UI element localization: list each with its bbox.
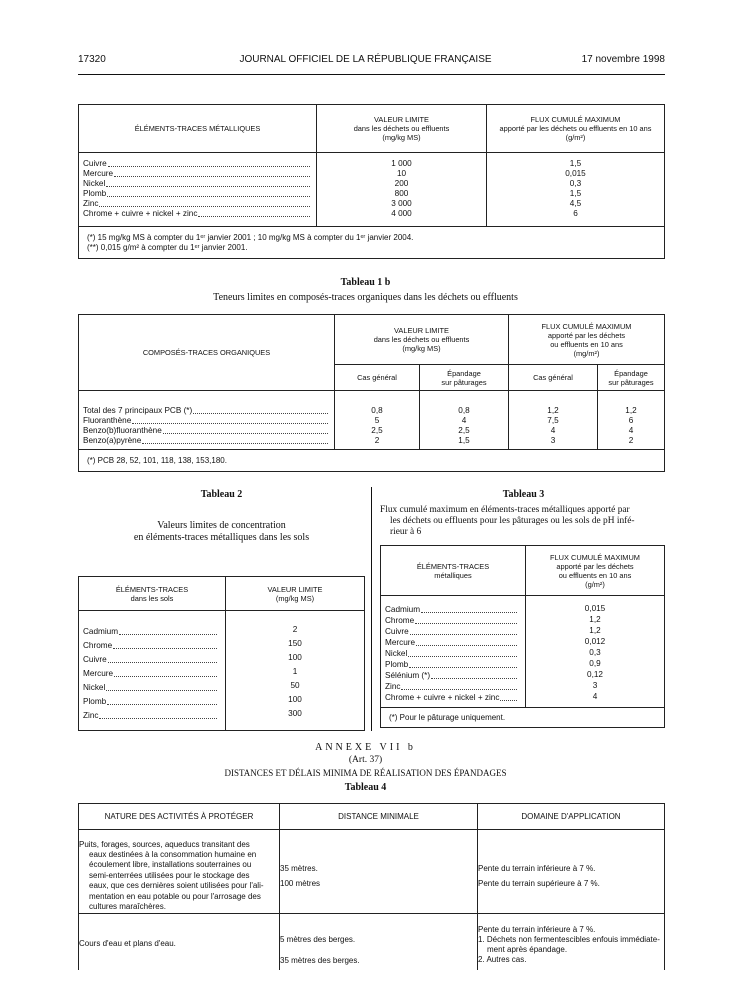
value: 1,2 bbox=[589, 615, 601, 624]
table-row: Zinc bbox=[83, 199, 312, 209]
value: 300 bbox=[288, 709, 302, 718]
text-line: Pente du terrain inférieure à 7 %. bbox=[478, 863, 596, 873]
tableau1b-subtitle: Teneurs limites en composés-traces organiques dans les déchets ou effluents bbox=[213, 292, 518, 303]
text-line: Cours d'eau et plans d'eau. bbox=[79, 938, 176, 948]
value: 7,5 bbox=[547, 416, 559, 425]
table-row: Nickel bbox=[385, 648, 519, 659]
tableau2-subtitle bbox=[78, 520, 365, 544]
publication-date: 17 novembre 1998 bbox=[581, 54, 665, 65]
t1b-note: (*) PCB 28, 52, 101, 118, 138, 153,180. bbox=[79, 450, 665, 472]
table-row: Zinc bbox=[83, 707, 219, 721]
footnote: (*) 15 mg/kg MS à compter du 1ᵉʳ janvier 2001 ; 10 mg/kg MS à compter du 1ᵉʳ janvier 2004. bbox=[87, 232, 414, 242]
annexe-subtitle: DISTANCES ET DÉLAIS MINIMA DE RÉALISATION DES ÉPANDAGES bbox=[224, 768, 507, 778]
header-line: ÉLÉMENTS-TRACES bbox=[115, 584, 189, 594]
annexe-title: ANNEXE VII b bbox=[315, 742, 416, 753]
text-line: Pente du terrain supérieure à 7 %. bbox=[478, 878, 600, 888]
header-line: FLUX CUMULÉ MAXIMUM bbox=[541, 321, 632, 331]
column-separator bbox=[371, 487, 372, 731]
header-line: sur pâturages bbox=[608, 377, 654, 387]
page-number: 17320 bbox=[78, 54, 106, 65]
value: 2 bbox=[374, 436, 380, 445]
text-line: écoulement libre, installations souterraines ou bbox=[89, 860, 252, 870]
t1b-v3-cell bbox=[509, 391, 598, 450]
value: 0,8 bbox=[371, 406, 383, 415]
value: 3 bbox=[592, 681, 598, 690]
table-row: Mercure bbox=[83, 665, 219, 679]
header-line: (g/m²) bbox=[565, 133, 586, 142]
value: 4 bbox=[461, 416, 467, 425]
value: 1,2 bbox=[589, 626, 601, 635]
header-line: (mg/kg MS) bbox=[402, 344, 441, 353]
t4-col-header-distance: DISTANCE MINIMALE bbox=[280, 804, 478, 830]
annexe-article: (Art. 37) bbox=[348, 755, 383, 765]
tableau1b-table bbox=[78, 314, 665, 472]
tableau3-table bbox=[380, 545, 665, 728]
t2-names-cell bbox=[79, 611, 226, 731]
value: 4,5 bbox=[569, 199, 582, 208]
metals-table bbox=[78, 104, 665, 259]
text-line: 2. Autres cas. bbox=[478, 955, 527, 965]
t1b-v4-cell bbox=[598, 391, 665, 450]
metals-col-header-elements: ÉLÉMENTS-TRACES MÉTALLIQUES bbox=[79, 105, 317, 153]
t4-col-header-domaine: DOMAINE D'APPLICATION bbox=[478, 804, 665, 830]
tableau2-title: Tableau 2 bbox=[200, 489, 243, 500]
table-row: Chrome + cuivre + nickel + zinc bbox=[83, 209, 312, 219]
subtitle-line: les déchets ou effluents pour les pâturages ou les sols de pH infé- bbox=[390, 516, 635, 526]
journal-title: JOURNAL OFFICIEL DE LA RÉPUBLIQUE FRANÇAISE bbox=[239, 54, 492, 65]
table-row: Nickel bbox=[83, 179, 312, 189]
value: 1,5 bbox=[569, 159, 582, 168]
table-row: Mercure bbox=[83, 169, 312, 179]
value: 2,5 bbox=[458, 426, 470, 435]
tableau4-table bbox=[78, 803, 665, 970]
t4-row1-nature bbox=[79, 830, 280, 914]
header-line: (mg/kg MS) bbox=[382, 133, 421, 142]
value: 5 bbox=[374, 416, 380, 425]
header-line: (mg/kg MS) bbox=[275, 593, 315, 603]
header-line: métalliques bbox=[434, 570, 472, 580]
text-line: 100 mètres bbox=[280, 878, 321, 888]
t4-row2-nature bbox=[79, 914, 280, 970]
table-row: Cadmium bbox=[83, 623, 219, 637]
header-line: apporté par les déchets bbox=[556, 561, 634, 571]
t3-values-cell bbox=[526, 596, 665, 708]
text-line: eaux destinées à la consommation humaine en bbox=[89, 849, 257, 859]
subtitle-line: Valeurs limites de concentration bbox=[157, 520, 286, 531]
value: 1,2 bbox=[547, 406, 559, 415]
table-row: Fluoranthène bbox=[83, 416, 330, 426]
value: 6 bbox=[628, 416, 634, 425]
value: 0,012 bbox=[584, 637, 606, 646]
table-row: Cuivre bbox=[385, 626, 519, 637]
header-line: VALEUR LIMITE bbox=[394, 326, 449, 335]
header-line: Épandage bbox=[447, 368, 481, 378]
tableau1b-title: Tableau 1 b bbox=[340, 277, 391, 288]
subtitle-line: rieur à 6 bbox=[390, 527, 422, 537]
tableau2-table bbox=[78, 576, 365, 731]
header-line: ÉLÉMENTS-TRACES bbox=[416, 561, 490, 571]
value: 6 bbox=[573, 209, 578, 218]
t1b-sub-general-1: Cas général bbox=[335, 365, 420, 391]
header-rule bbox=[78, 74, 665, 75]
metals-col-header-limit bbox=[317, 105, 487, 153]
t1b-header-limit bbox=[335, 315, 509, 365]
text-line: semi-enterrées utilisées pour le stockage des bbox=[89, 870, 250, 880]
subtitle-line: en éléments-traces métalliques dans les sols bbox=[133, 532, 310, 543]
value: 0,9 bbox=[589, 659, 601, 668]
header-line: dans les déchets ou effluents bbox=[373, 335, 470, 344]
t3-names-cell bbox=[381, 596, 526, 708]
header-line: (g/m²) bbox=[585, 579, 605, 589]
header-line: VALEUR LIMITE bbox=[374, 115, 429, 124]
table-row: Cuivre bbox=[83, 159, 312, 169]
table-row: Cadmium bbox=[385, 604, 519, 615]
value: 0,3 bbox=[589, 648, 601, 657]
tableau3-subtitle bbox=[380, 505, 670, 538]
header-line: FLUX CUMULÉ MAXIMUM bbox=[530, 115, 621, 124]
value: 200 bbox=[394, 179, 409, 188]
text-line: eaux, que ces dernières soient utilisées pour l'ali- bbox=[89, 881, 264, 891]
t2-col-header-limit bbox=[226, 577, 365, 611]
value: 0,015 bbox=[565, 169, 586, 178]
t4-row2-distance bbox=[280, 914, 478, 970]
table-row: Benzo(b)fluoranthène bbox=[83, 426, 330, 436]
t2-col-header-elements bbox=[79, 577, 226, 611]
subtitle-line: Flux cumulé maximum en éléments-traces métalliques apporté par bbox=[380, 505, 630, 515]
header-line: ou effluents en 10 ans bbox=[558, 570, 632, 580]
table-row: Sélénium (*) bbox=[385, 670, 519, 681]
text-line: cultures maraîchères. bbox=[89, 902, 166, 912]
table-row: Total des 7 principaux PCB (*) bbox=[83, 406, 330, 416]
header-line: sur pâturages bbox=[441, 377, 487, 387]
table-row: Chrome bbox=[83, 637, 219, 651]
text-line: 5 mètres des berges. bbox=[280, 934, 356, 944]
metals-notes bbox=[79, 227, 665, 259]
table-row: Plomb bbox=[385, 659, 519, 670]
t1b-names-cell bbox=[79, 391, 335, 450]
header-line: dans les sols bbox=[130, 593, 174, 603]
value: 0,8 bbox=[458, 406, 470, 415]
value: 10 bbox=[396, 169, 407, 178]
text-line: ment après épandage. bbox=[487, 945, 568, 955]
footnote: (**) 0,015 g/m² à compter du 1ᵉʳ janvier 2001. bbox=[87, 242, 248, 252]
metals-col-header-flux bbox=[487, 105, 665, 153]
value: 4 000 bbox=[391, 209, 412, 218]
t4-row2-domaine bbox=[478, 914, 665, 970]
value: 150 bbox=[288, 639, 302, 648]
header-line: VALEUR LIMITE bbox=[267, 584, 323, 594]
t4-row1-distance bbox=[280, 830, 478, 914]
text-line: 35 mètres. bbox=[280, 863, 318, 873]
table-row: Plomb bbox=[83, 189, 312, 199]
t1b-col-header-compounds: COMPOSÉS-TRACES ORGANIQUES bbox=[79, 315, 335, 391]
value: 800 bbox=[394, 189, 409, 198]
value: 3 bbox=[550, 436, 556, 445]
table-row: Mercure bbox=[385, 637, 519, 648]
t1b-header-flux bbox=[509, 315, 665, 365]
table-row: Nickel bbox=[83, 679, 219, 693]
header-line: ou effluents en 10 ans bbox=[550, 339, 623, 349]
tableau3-title: Tableau 3 bbox=[502, 489, 545, 500]
tableau4-title: Tableau 4 bbox=[344, 782, 387, 793]
value: 1,2 bbox=[625, 406, 637, 415]
value: 1 000 bbox=[391, 159, 412, 168]
table-row: Cuivre bbox=[83, 651, 219, 665]
header-line: dans les déchets ou effluents bbox=[353, 124, 450, 133]
table-row: Chrome bbox=[385, 615, 519, 626]
t3-col-header-flux bbox=[526, 546, 665, 596]
t1b-sub-epandage-1 bbox=[420, 365, 509, 391]
metals-limit-cell bbox=[317, 153, 487, 227]
t2-values-cell bbox=[226, 611, 365, 731]
metals-flux-cell bbox=[487, 153, 665, 227]
table-row: Plomb bbox=[83, 693, 219, 707]
value: 4 bbox=[550, 426, 556, 435]
value: 0,3 bbox=[569, 179, 582, 188]
t1b-sub-general-2: Cas général bbox=[509, 365, 598, 391]
value: 1,5 bbox=[569, 189, 582, 198]
text-line: Puits, forages, sources, aqueducs transitant des bbox=[79, 839, 250, 849]
value: 50 bbox=[290, 681, 300, 690]
t3-note: (*) Pour le pâturage uniquement. bbox=[381, 708, 665, 728]
t1b-sub-epandage-2 bbox=[598, 365, 665, 391]
value: 4 bbox=[592, 692, 598, 701]
value: 3 000 bbox=[391, 199, 412, 208]
header-line: FLUX CUMULÉ MAXIMUM bbox=[550, 552, 640, 562]
header-line: Épandage bbox=[614, 368, 648, 378]
value: 2 bbox=[292, 625, 298, 634]
metals-names-cell bbox=[79, 153, 317, 227]
value: 2 bbox=[628, 436, 634, 445]
value: 100 bbox=[288, 653, 302, 662]
header-line: apporté par les déchets bbox=[547, 330, 626, 340]
t1b-v2-cell bbox=[420, 391, 509, 450]
value: 0,12 bbox=[587, 670, 603, 679]
value: 0,015 bbox=[584, 604, 606, 613]
text-line: Pente du terrain inférieure à 7 %. bbox=[478, 925, 596, 935]
header-line: apporté par les déchets ou effluents en 10 ans bbox=[499, 124, 652, 133]
t4-col-header-nature: NATURE DES ACTIVITÉS À PROTÉGER bbox=[79, 804, 280, 830]
value: 1,5 bbox=[458, 436, 470, 445]
value: 100 bbox=[288, 695, 302, 704]
text-line: mentation en eau potable ou pour l'arrosage des bbox=[89, 891, 261, 901]
text-line: 1. Déchets non fermentescibles enfouis immédiate- bbox=[478, 935, 660, 945]
value: 2,5 bbox=[371, 426, 383, 435]
value: 4 bbox=[628, 426, 634, 435]
t1b-v1-cell bbox=[335, 391, 420, 450]
text-line: 35 mètres des berges. bbox=[280, 955, 360, 965]
value: 1 bbox=[292, 667, 298, 676]
table-row: Zinc bbox=[385, 681, 519, 692]
t4-row1-domaine bbox=[478, 830, 665, 914]
table-row: Benzo(a)pyrène bbox=[83, 436, 330, 446]
table-row: Chrome + cuivre + nickel + zinc bbox=[385, 692, 519, 703]
t3-col-header-elements bbox=[381, 546, 526, 596]
header-line: (mg/m²) bbox=[573, 348, 600, 358]
